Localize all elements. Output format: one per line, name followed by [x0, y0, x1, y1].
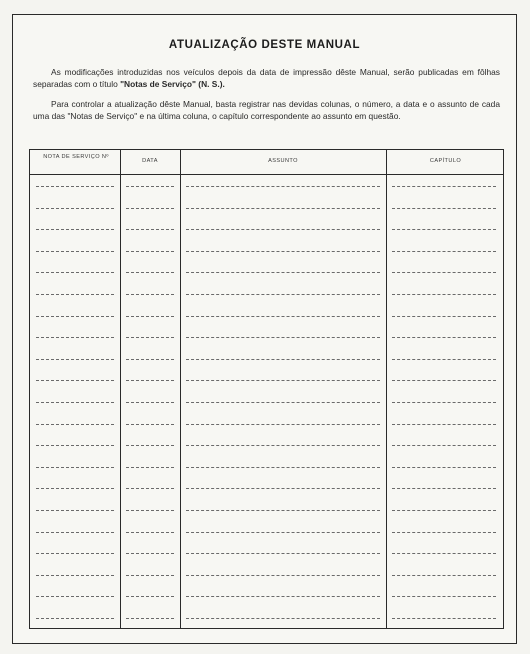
table-row-entry-line [126, 575, 174, 576]
table-row-entry-line [36, 272, 114, 273]
table-row-entry-line [392, 316, 496, 317]
table-row-entry-line [392, 402, 496, 403]
table-row-entry-line [36, 445, 114, 446]
table-row-entry-line [392, 359, 496, 360]
table-row-entry-line [186, 424, 380, 425]
table-row-entry-line [392, 337, 496, 338]
table-row-entry-line [186, 445, 380, 446]
table-row-entry-line [186, 380, 380, 381]
table-row-entry-line [186, 294, 380, 295]
table-row-entry-line [126, 186, 174, 187]
table-row-entry-line [392, 424, 496, 425]
table-row-entry-line [392, 488, 496, 489]
instructions-paragraph [33, 99, 500, 122]
table-row-entry-line [392, 553, 496, 554]
table-row-entry-line [392, 445, 496, 446]
table-row-entry-line [392, 575, 496, 576]
table-row-entry-line [126, 618, 174, 619]
table-row-entry-line [186, 532, 380, 533]
table-row-entry-line [126, 272, 174, 273]
table-row-entry-line [36, 251, 114, 252]
table-row-entry-line [126, 294, 174, 295]
table-row-entry-line [36, 553, 114, 554]
table-row-entry-line [392, 618, 496, 619]
table-row-entry-line [186, 272, 380, 273]
table-row-entry-line [186, 488, 380, 489]
intro-text: As modificações introduzidas nos veículos depois da data de impressão dêste Manual, serão publicadas em fôlhas separadas com o título [33, 67, 500, 89]
table-row-entry-line [186, 251, 380, 252]
header-nota-servico: NOTA DE SERVIÇO Nº [43, 154, 109, 160]
page-title: ATUALIZAÇÃO DESTE MANUAL [168, 39, 361, 51]
table-row-entry-line [186, 359, 380, 360]
header-assunto: ASSUNTO [268, 158, 298, 164]
table-row-entry-line [36, 532, 114, 533]
table-row-entry-line [126, 208, 174, 209]
table-row-entry-line [36, 575, 114, 576]
table-row-entry-line [36, 618, 114, 619]
table-row-entry-line [186, 316, 380, 317]
table-row-entry-line [126, 467, 174, 468]
table-row-entry-line [392, 186, 496, 187]
table-row-entry-line [36, 208, 114, 209]
table-row-entry-line [36, 316, 114, 317]
table-row-entry-line [186, 575, 380, 576]
instructions-text: Para controlar a atualização dêste Manual, basta registrar nas devidas colunas, o número, a data e o assunto de cada uma das "Notas de Serviço" e na última coluna, o capítulo correspondente ao assunto em questão. [33, 99, 500, 121]
table-row-entry-line [186, 553, 380, 554]
table-row-entry-line [392, 294, 496, 295]
table-row-entry-line [126, 380, 174, 381]
table-row-entry-line [126, 251, 174, 252]
header-data: DATA [142, 158, 158, 164]
table-row-entry-line [126, 445, 174, 446]
table-row-entry-line [36, 186, 114, 187]
table-row-entry-line [126, 510, 174, 511]
table-row-entry-line [36, 337, 114, 338]
table-row-entry-line [36, 510, 114, 511]
table-row-entry-line [186, 467, 380, 468]
page-frame [12, 14, 517, 644]
table-row-entry-line [186, 229, 380, 230]
update-log-table [29, 149, 504, 629]
table-row-entry-line [392, 467, 496, 468]
table-row-entry-line [36, 294, 114, 295]
table-row-entry-line [126, 596, 174, 597]
table-row-entry-line [392, 510, 496, 511]
table-row-entry-line [36, 359, 114, 360]
table-row-entry-line [392, 208, 496, 209]
table-row-entry-line [186, 402, 380, 403]
table-row-entry-line [186, 208, 380, 209]
table-row-entry-line [126, 229, 174, 230]
table-row-entry-line [36, 596, 114, 597]
table-row-entry-line [126, 402, 174, 403]
table-row-entry-line [392, 380, 496, 381]
table-row-entry-line [126, 488, 174, 489]
table-row-entry-line [392, 229, 496, 230]
table-row-entry-line [392, 272, 496, 273]
table-row-entry-line [186, 337, 380, 338]
table-row-entry-line [392, 596, 496, 597]
table-row-entry-line [392, 532, 496, 533]
table-row-entry-line [186, 596, 380, 597]
table-row-entry-line [126, 337, 174, 338]
table-row-entry-line [36, 229, 114, 230]
table-row-entry-line [36, 467, 114, 468]
table-row-entry-line [36, 402, 114, 403]
table-row-entry-line [186, 510, 380, 511]
header-capitulo: CAPÍTULO [429, 158, 462, 164]
table-row-entry-line [126, 532, 174, 533]
table-row-entry-line [186, 618, 380, 619]
table-rows [30, 174, 503, 628]
table-row-entry-line [126, 316, 174, 317]
table-row-entry-line [186, 186, 380, 187]
table-row-entry-line [126, 359, 174, 360]
intro-paragraph [33, 67, 500, 90]
intro-bold-text: "Notas de Serviço" (N. S.). [120, 78, 225, 89]
table-row-entry-line [36, 488, 114, 489]
table-row-entry-line [36, 380, 114, 381]
table-row-entry-line [126, 553, 174, 554]
table-row-entry-line [392, 251, 496, 252]
table-row-entry-line [126, 424, 174, 425]
table-row-entry-line [36, 424, 114, 425]
